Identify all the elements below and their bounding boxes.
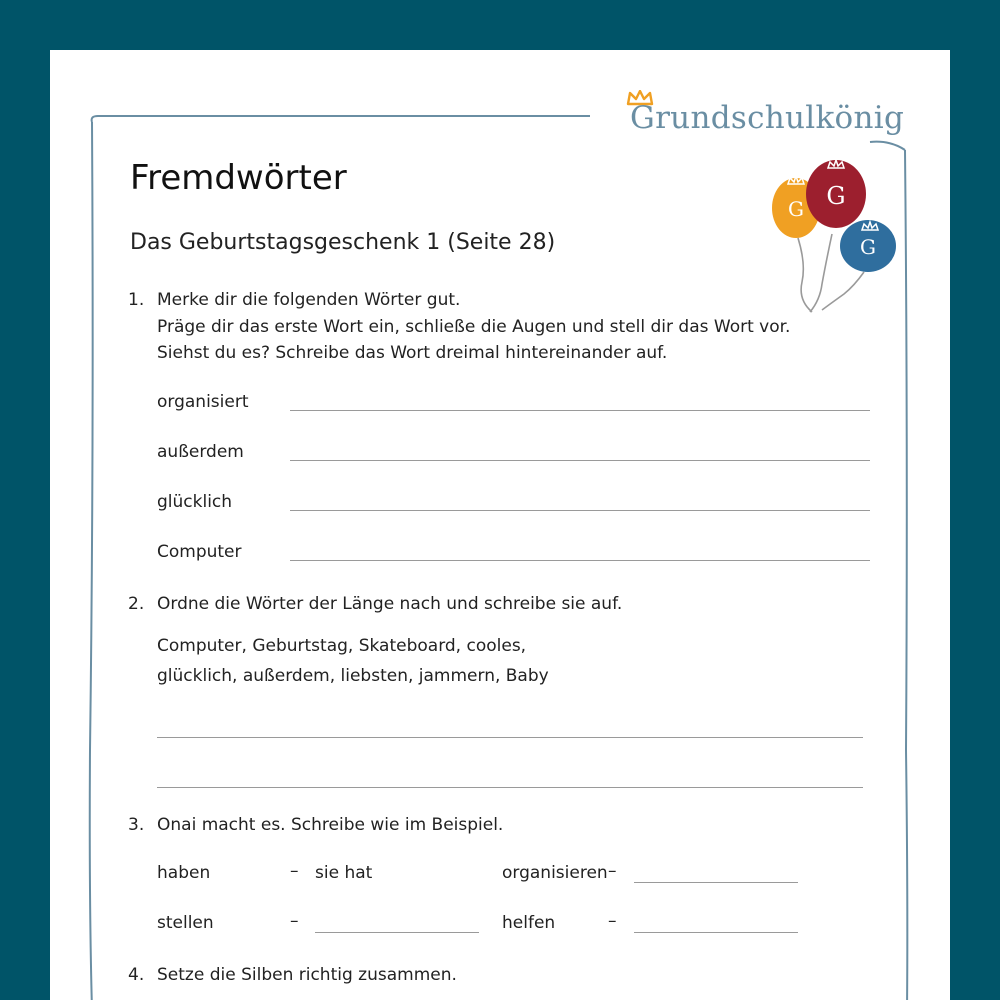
page-title: Fremdwörter: [130, 158, 347, 198]
answer-line[interactable]: [634, 882, 798, 883]
balloons-illustration: [762, 154, 902, 314]
task-1-line: Siehst du es? Schreibe das Wort dreimal hintereinander auf.: [157, 343, 668, 363]
task-2-number: 2.: [128, 594, 145, 614]
task-2-instruction: Ordne die Wörter der Länge nach und schreibe sie auf.: [157, 594, 623, 614]
task-3-number: 3.: [128, 815, 145, 835]
balloon-letter: G: [826, 182, 846, 210]
verb-label: haben: [157, 863, 211, 883]
word-label: glücklich: [157, 492, 233, 512]
example-answer: sie hat: [315, 863, 373, 883]
dash-separator: –: [608, 861, 617, 881]
writing-line[interactable]: [290, 460, 870, 461]
verb-label: stellen: [157, 913, 214, 933]
task-1-line: Präge dir das erste Wort ein, schließe die Augen und stell dir das Wort vor.: [157, 317, 791, 337]
brand-logo: Grundschulkönig: [630, 100, 905, 136]
balloon-letter: G: [788, 197, 804, 221]
word-label: Computer: [157, 542, 242, 562]
dash-separator: –: [290, 911, 299, 931]
answer-line[interactable]: [634, 932, 798, 933]
word-list-line: Computer, Geburtstag, Skateboard, cooles,: [157, 636, 527, 656]
verb-label: helfen: [502, 913, 556, 933]
balloon-letter: G: [860, 235, 876, 259]
task-4-instruction: Setze die Silben richtig zusammen.: [157, 965, 457, 985]
dash-separator: –: [608, 911, 617, 931]
writing-line[interactable]: [290, 510, 870, 511]
dash-separator: –: [290, 861, 299, 881]
task-1-number: 1.: [128, 290, 145, 310]
word-list-line: glücklich, außerdem, liebsten, jammern, Baby: [157, 666, 549, 686]
worksheet-page: [50, 50, 950, 1000]
writing-line[interactable]: [157, 737, 863, 738]
writing-line[interactable]: [290, 410, 870, 411]
word-label: außerdem: [157, 442, 244, 462]
answer-line[interactable]: [315, 932, 479, 933]
task-4-number: 4.: [128, 965, 145, 985]
writing-line[interactable]: [157, 787, 863, 788]
page-subtitle: Das Geburtstagsgeschenk 1 (Seite 28): [130, 230, 556, 255]
verb-label: organisieren: [502, 863, 608, 883]
writing-line[interactable]: [290, 560, 870, 561]
task-1-line: Merke dir die folgenden Wörter gut.: [157, 290, 461, 310]
word-label: organisiert: [157, 392, 249, 412]
task-3-instruction: Onai macht es. Schreibe wie im Beispiel.: [157, 815, 504, 835]
